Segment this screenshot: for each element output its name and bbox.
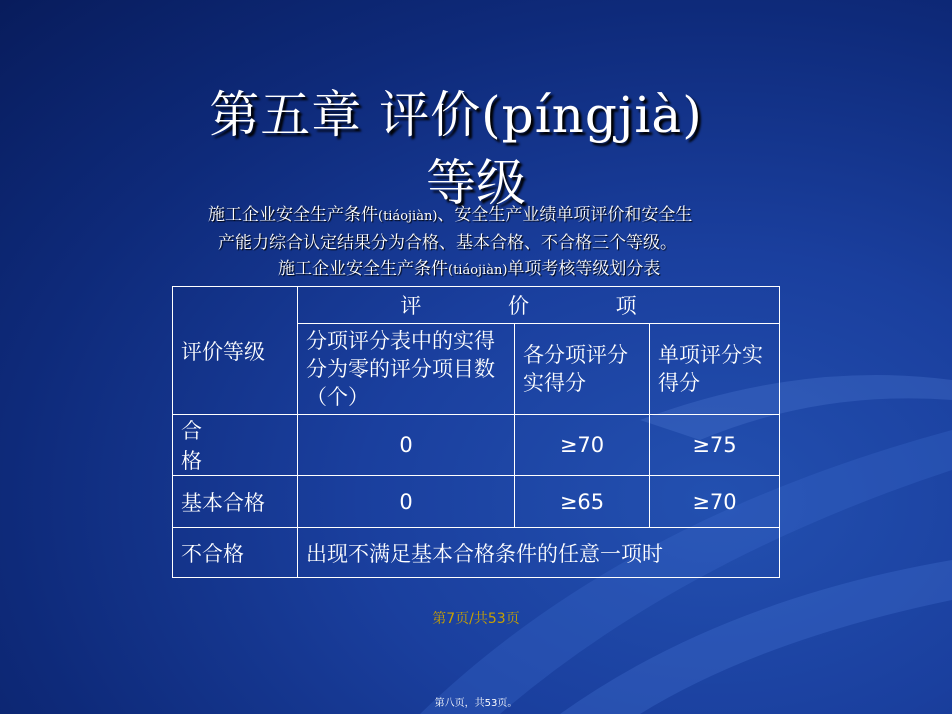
table-row xyxy=(173,476,780,528)
table-row xyxy=(173,528,780,578)
table-caption xyxy=(278,254,660,279)
slide-title xyxy=(0,86,952,212)
row-level-fail: 不合格 xyxy=(173,528,298,578)
header-items-cell: 评 价 项 xyxy=(298,287,780,324)
cell-single-score: ≥75 xyxy=(650,415,780,476)
cell-single-score: ≥70 xyxy=(650,476,780,528)
intro-line-2: 产能力综合认定结果分为合格、基本合格、不合格三个等级。 xyxy=(218,233,677,253)
caption-pinyin: (tiáojiàn) xyxy=(448,263,508,278)
col-header-zero-items: 分项评分表中的实得分为零的评分项目数（个） xyxy=(298,324,515,415)
table-header-row xyxy=(173,287,780,324)
page-indicator: 第7页/共53页 xyxy=(432,611,520,627)
footer-note: 第八页，共53页。 xyxy=(434,698,518,709)
row-level-basic-pass: 基本合格 xyxy=(173,476,298,528)
cell-sub-score: ≥70 xyxy=(515,415,650,476)
table-row xyxy=(173,415,780,476)
intro-part-2: 、安全生产业绩单项评价和安全生 xyxy=(437,205,693,225)
intro-pinyin: (tiáojiàn) xyxy=(378,209,438,224)
title-line-1: 第五章 评价(píngjià) xyxy=(209,86,703,144)
grading-table xyxy=(172,286,780,578)
row-level-pass: 合格 xyxy=(173,415,298,476)
cell-zero-items: 0 xyxy=(298,415,515,476)
cell-sub-score: ≥65 xyxy=(515,476,650,528)
intro-text xyxy=(208,202,808,256)
caption-part-2: 单项考核等级划分表 xyxy=(507,259,661,279)
col-header-sub-score: 各分项评分实得分 xyxy=(515,324,650,415)
caption-part-1: 施工企业安全生产条件 xyxy=(278,259,448,279)
header-level-cell: 评价等级 xyxy=(173,287,298,415)
col-header-single-score: 单项评分实得分 xyxy=(650,324,780,415)
cell-zero-items: 0 xyxy=(298,476,515,528)
title-line-2: 等级 xyxy=(426,154,526,212)
cell-fail-condition: 出现不满足基本合格条件的任意一项时 xyxy=(298,528,780,578)
intro-part-1: 施工企业安全生产条件 xyxy=(208,205,378,225)
